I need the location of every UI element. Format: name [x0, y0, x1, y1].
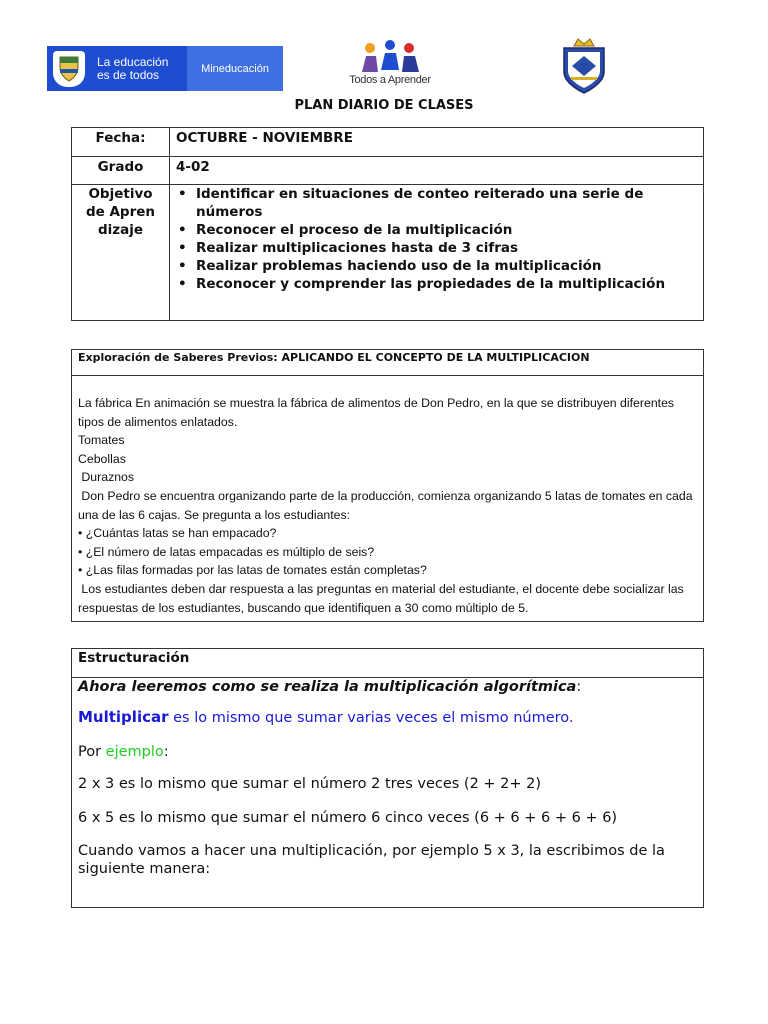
gov-logo-line2: es de todos — [97, 67, 160, 82]
ejemplo-text: ejemplo — [105, 744, 164, 760]
example-2: 6 x 5 es lo mismo que sumar el número 6 cinco veces (6 + 6 + 6 + 6 + 6) — [78, 810, 618, 826]
exploracion-heading: Exploración de Saberes Previos: APLICANDO EL CONCEPTO DE LA MULTIPLICACION — [72, 350, 703, 376]
objetivos-cell — [170, 185, 704, 321]
list-item: • Realizar multiplicaciones hasta de 3 cifras — [196, 239, 697, 257]
multiplicar-keyword: Multiplicar — [78, 708, 169, 726]
table-row — [72, 128, 704, 157]
intro-colon: : — [576, 679, 582, 695]
question-item: • ¿Las filas formadas por las latas de tomates están completas? — [78, 563, 427, 578]
estructuracion-heading: Estructuración — [72, 649, 703, 678]
definition-line — [78, 707, 697, 728]
question-item: • ¿El número de latas empacadas es múltiplo de seis? — [78, 544, 375, 559]
fecha-label: Fecha: — [72, 128, 170, 157]
colombia-coat-of-arms-icon — [53, 51, 85, 87]
mineducacion-logo — [47, 46, 283, 91]
definition-text: es lo mismo que sumar varias veces el mismo número. — [168, 710, 574, 726]
list-item: Duraznos — [78, 470, 135, 485]
list-item: Cebollas — [78, 451, 126, 466]
list-item: • Reconocer y comprender las propiedades de la multiplicación — [196, 275, 697, 293]
table-row — [72, 185, 704, 321]
gov-logo-ministry: Mineducación — [187, 46, 283, 91]
por-ejemplo-line — [78, 744, 697, 760]
exploracion-section — [71, 349, 704, 622]
por-text: Por — [78, 744, 106, 760]
exploracion-intro: La fábrica En animación se muestra la fábrica de alimentos de Don Pedro, en la que se distribuyen diferentes tipos de alimentos enlatados. — [78, 396, 675, 429]
example-3: Cuando vamos a hacer una multiplicación, por ejemplo 5 x 3, la escribimos de la siguiente manera: — [78, 843, 665, 877]
intro-text: Ahora leeremos como se realiza la multiplicación algorítmica — [78, 679, 577, 695]
todos-a-aprender-figures-icon — [348, 40, 432, 74]
question-item: • ¿Cuántas latas se han empacado? — [78, 526, 277, 541]
example-1: 2 x 3 es lo mismo que sumar el número 2 tres veces (2 + 2+ 2) — [78, 776, 542, 792]
list-item: • Identificar en situaciones de conteo reiterado una serie de números — [196, 185, 697, 221]
list-item: Tomates — [78, 433, 125, 448]
objetivo-label-text: Objetivo de Aprendizaje — [85, 186, 156, 238]
list-item: • Reconocer el proceso de la multiplicación — [196, 221, 697, 239]
exploracion-paragraph: Don Pedro se encuentra organizando parte de la producción, comienza organizando 5 latas de tomates en cada una de las 6 cajas. Se pregunta a los estudiantes: — [78, 488, 696, 522]
school-crest-icon — [558, 36, 610, 96]
grado-value: 4-02 — [170, 157, 704, 185]
fecha-value: OCTUBRE - NOVIEMBRE — [170, 128, 704, 157]
estructuracion-section — [71, 648, 704, 908]
gov-logo-line1: La educación — [97, 54, 169, 69]
ejemplo-colon: : — [163, 744, 169, 760]
tap-logo-text: Todos a Aprender — [349, 74, 431, 86]
exploracion-closing: Los estudiantes deben dar respuesta a las preguntas en material del estudiante, el docente debe socializar las respuestas de los estudiantes, buscando que identifiquen a 30 como múltiplo de 5. — [78, 581, 688, 615]
objetivos-list — [176, 185, 697, 293]
grado-label: Grado — [72, 157, 170, 185]
estructuracion-intro — [78, 678, 697, 697]
plan-info-table — [71, 127, 704, 321]
list-item: • Realizar problemas haciendo uso de la multiplicación — [196, 257, 697, 275]
table-row — [72, 157, 704, 185]
objetivo-label — [72, 185, 170, 321]
todos-a-aprender-logo — [348, 40, 432, 92]
page-title: PLAN DIARIO DE CLASES — [294, 98, 474, 113]
